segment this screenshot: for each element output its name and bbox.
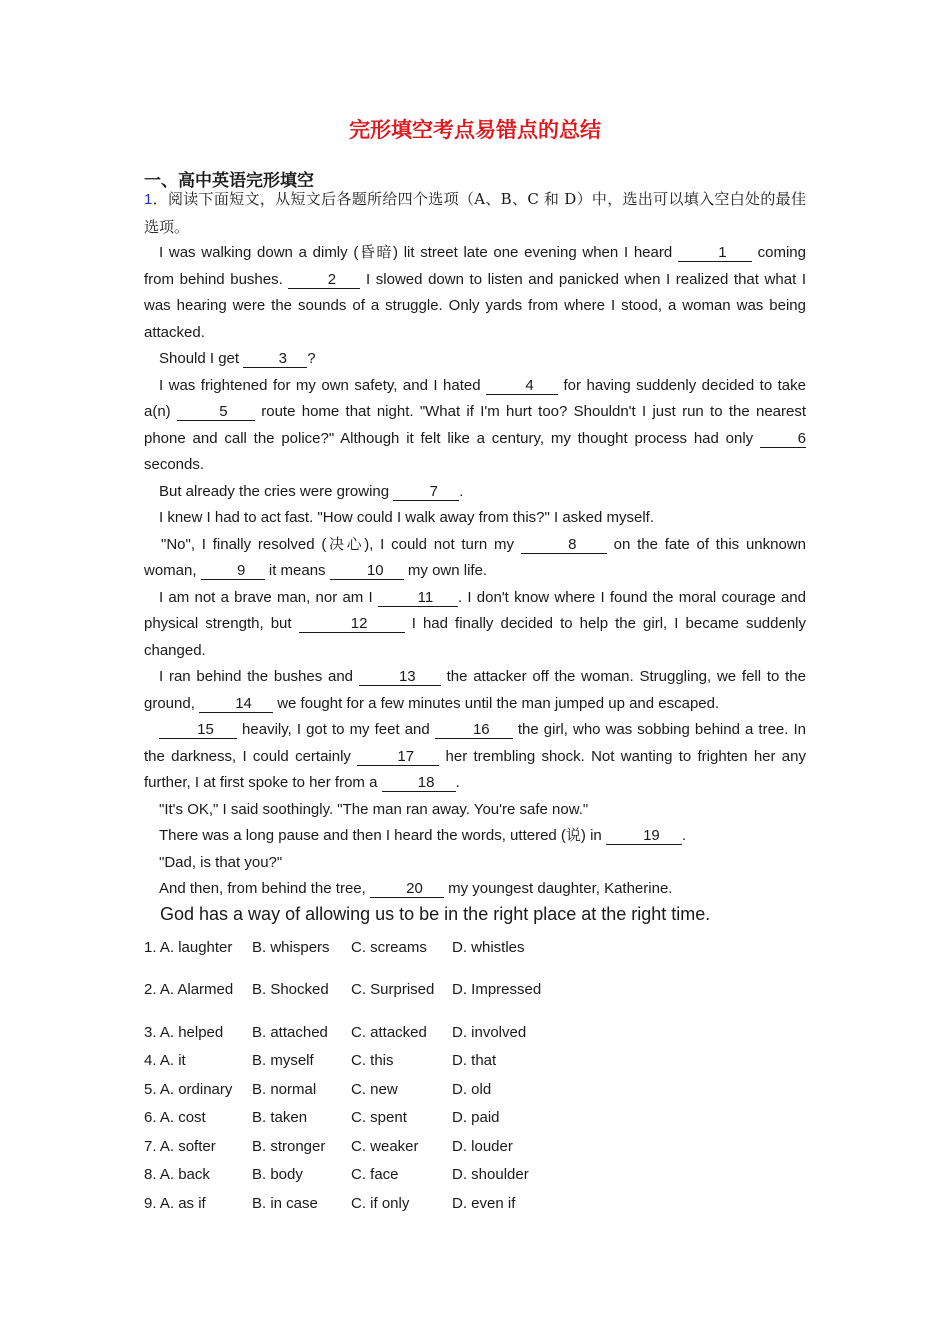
- options-row: [144, 1133, 542, 1162]
- passage-text: it means: [264, 562, 330, 579]
- passage-text: "No", I finally resolved (决心), I could not turn my: [161, 535, 521, 553]
- option-d: D. louder: [452, 1137, 513, 1155]
- blank-12: 12: [299, 615, 405, 633]
- passage-text: .: [459, 482, 464, 500]
- options-row: [144, 934, 542, 963]
- options-row: [144, 1161, 542, 1190]
- passage-text: But already the cries were growing: [159, 482, 394, 500]
- blank-16: 16: [435, 721, 513, 739]
- blank-6: 6: [760, 430, 806, 448]
- blank-19: 19: [606, 827, 682, 845]
- passage-text: I was walking down a dimly (昏暗) lit street late one evening when I heard: [159, 244, 678, 261]
- passage-text: Should I get: [159, 350, 244, 367]
- blank-10: 10: [330, 562, 404, 580]
- passage-text: for having suddenly decided to take a(n): [144, 376, 806, 420]
- option-b: B. normal: [252, 1080, 317, 1098]
- paragraph: [144, 373, 806, 479]
- option-d: D. shoulder: [452, 1166, 529, 1183]
- blank-1: 1: [678, 244, 752, 262]
- blank-11: 11: [378, 589, 458, 607]
- option-a: 7. A. softer: [144, 1137, 216, 1155]
- paragraph: [144, 240, 806, 346]
- option-c: C. new: [351, 1080, 398, 1098]
- passage-text: heavily, I got to my feet and: [237, 721, 435, 738]
- paragraph: [144, 505, 806, 532]
- option-c: C. this: [351, 1052, 394, 1069]
- passage-text: we fought for a few minutes until the man jumped up and escaped.: [273, 694, 720, 712]
- option-a: 3. A. helped: [144, 1023, 224, 1041]
- passage-text: coming from behind bushes.: [144, 244, 806, 288]
- option-a: 9. A. as if: [144, 1194, 206, 1212]
- instruction-text: ．阅读下面短文，从短文后各题所给四个选项（A、B、C 和 D）中，选出可以填入空白处的最佳选项。: [144, 190, 806, 236]
- passage-text: There was a long pause and then I heard the words, uttered (说) in: [159, 827, 606, 844]
- option-b: B. in case: [252, 1194, 318, 1212]
- option-b: B. myself: [252, 1052, 314, 1069]
- blank-5: 5: [177, 403, 255, 421]
- option-c: C. attacked: [351, 1023, 427, 1041]
- options-row: [144, 1076, 542, 1105]
- option-d: D. paid: [452, 1109, 500, 1126]
- option-d: D. involved: [452, 1023, 527, 1041]
- option-c: C. if only: [351, 1194, 410, 1212]
- passage-text: I had finally decided to help the girl, I became suddenly changed.: [144, 615, 806, 659]
- option-b: B. taken: [252, 1109, 308, 1126]
- option-a: 4. A. it: [144, 1052, 186, 1069]
- option-b: B. whispers: [252, 939, 330, 956]
- paragraph: [144, 797, 806, 824]
- paragraph: [144, 717, 806, 797]
- option-c: C. weaker: [351, 1137, 419, 1155]
- paragraph: [144, 532, 806, 585]
- blank-8: 8: [521, 536, 607, 554]
- passage-text: on the fate of this unknown woman,: [144, 535, 806, 579]
- passage-text: route home that night. "What if I'm hurt too? Shouldn't I just run to the nearest phone and call the police?" Although it felt like a century, my thought process had only: [144, 403, 807, 447]
- passage: [144, 240, 806, 903]
- passage-text: I am not a brave man, nor am I: [159, 588, 378, 606]
- paragraph: [144, 664, 806, 717]
- question-number: 1: [144, 191, 153, 208]
- passage-text: .: [681, 827, 687, 844]
- option-a: 8. A. back: [144, 1166, 210, 1183]
- paragraph: [144, 585, 806, 665]
- passage-text: her trembling shock. Not wanting to frighten her any further, I at first spoke to her from a: [144, 747, 806, 791]
- passage-text: . I don't know where I found the moral courage and physical strength, but: [144, 588, 806, 632]
- options-row: [144, 1047, 542, 1076]
- passage-text: And then, from behind the tree,: [159, 880, 370, 897]
- paragraph: [144, 850, 806, 877]
- blank-3: 3: [243, 350, 307, 368]
- blank-13: 13: [359, 668, 441, 686]
- passage-text: I slowed down to listen and panicked when I realized that what I was hearing were the sounds of a struggle. Only yards from where I stood, a woman was being attacked.: [144, 270, 807, 341]
- passage-text: my youngest daughter, Katherine.: [443, 880, 673, 897]
- passage-text: "Dad, is that you?": [159, 853, 283, 871]
- option-c: C. Surprised: [351, 981, 435, 999]
- option-d: D. Impressed: [452, 981, 542, 999]
- option-c: C. face: [351, 1166, 399, 1183]
- option-c: C. screams: [351, 939, 427, 956]
- options-row: [144, 1019, 542, 1048]
- blank-15: 15: [159, 721, 237, 739]
- option-b: B. body: [252, 1166, 303, 1183]
- option-d: D. old: [452, 1080, 492, 1098]
- blank-4: 4: [486, 377, 558, 395]
- passage-text: ?: [307, 350, 316, 367]
- passage-text: the girl, who was sobbing behind a tree. In the darkness, I could certainly: [144, 721, 806, 765]
- option-a: 6. A. cost: [144, 1109, 206, 1126]
- blank-20: 20: [370, 880, 444, 898]
- blank-14: 14: [199, 695, 273, 713]
- option-d: D. whistles: [452, 939, 525, 956]
- passage-text: seconds.: [144, 456, 205, 473]
- passage-text: the attacker off the woman. Struggling, we fell to the ground,: [144, 668, 806, 712]
- section-heading: 一、高中英语完形填空: [144, 171, 314, 191]
- options-row: [144, 1104, 542, 1133]
- option-d: D. even if: [452, 1194, 516, 1212]
- option-d: D. that: [452, 1052, 497, 1069]
- option-b: B. stronger: [252, 1137, 326, 1155]
- blank-2: 2: [288, 271, 360, 289]
- paragraph: [144, 479, 806, 506]
- option-b: B. Shocked: [252, 981, 329, 999]
- option-a: 5. A. ordinary: [144, 1080, 233, 1098]
- option-b: B. attached: [252, 1023, 328, 1041]
- passage-text: I ran behind the bushes and: [159, 668, 359, 685]
- blank-17: 17: [357, 748, 439, 766]
- question-instruction: [144, 186, 806, 240]
- passage-text: "It's OK," I said soothingly. "The man ran away. You're safe now.": [159, 800, 589, 818]
- paragraph: [144, 346, 806, 373]
- blank-18: 18: [382, 774, 456, 792]
- paragraph: [144, 876, 806, 903]
- blank-9: 9: [201, 562, 265, 580]
- passage-text: .: [455, 774, 460, 791]
- passage-text: I knew I had to act fast. "How could I walk away from this?" I asked myself.: [159, 509, 655, 526]
- passage-text: my own life.: [403, 562, 488, 579]
- options-table: [144, 934, 542, 1218]
- options-row: [144, 963, 542, 1019]
- passage-text: I was frightened for my own safety, and I hated: [159, 376, 487, 394]
- options-row: [144, 1190, 542, 1219]
- option-a: 1. A. laughter: [144, 939, 233, 956]
- blank-7: 7: [393, 483, 459, 501]
- closing-line: God has a way of allowing us to be in the right place at the right time.: [160, 904, 711, 924]
- option-c: C. spent: [351, 1109, 407, 1126]
- option-a: 2. A. Alarmed: [144, 981, 234, 999]
- page-title: 完形填空考点易错点的总结: [349, 118, 601, 142]
- paragraph: [144, 823, 806, 850]
